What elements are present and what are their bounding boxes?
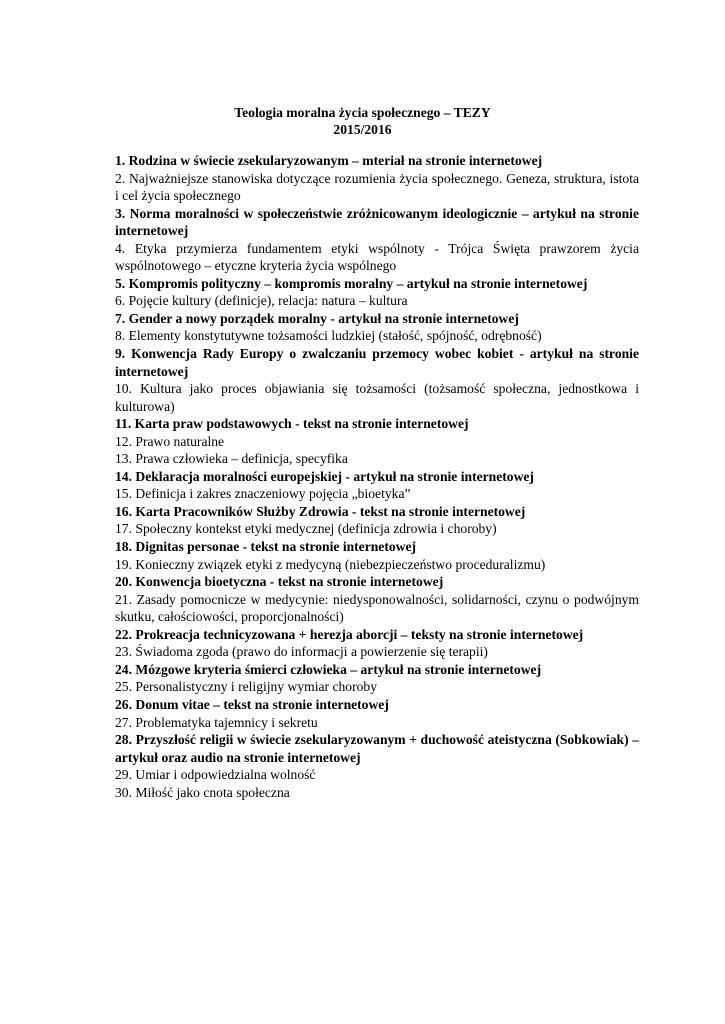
thesis-item-26: 26. Donum vitae – tekst na stronie internetowej bbox=[115, 696, 389, 712]
thesis-item-28: 28. Przyszłość religii w świecie zsekularyzowanym + duchowość ateistyczna (Sobkowiak) – artykuł oraz audio na stronie internetowej bbox=[115, 732, 639, 765]
thesis-item-12: 12. Prawo naturalne bbox=[115, 433, 225, 449]
thesis-item-4: 4. Etyka przymierza fundamentem etyki wspólnoty - Trójca Święta prawzorem życia wspólnotowego – etyczne kryteria życia wspólnego bbox=[115, 240, 639, 274]
thesis-item-22: 22. Prokreacja technicyzowana + herezja aborcji – teksty na stronie internetowej bbox=[115, 626, 584, 642]
academic-year: 2015/2016 bbox=[333, 122, 392, 137]
thesis-item-15: 15. Definicja i zakres znaczeniowy pojęcia „bioetyka” bbox=[115, 486, 411, 502]
thesis-item-16: 16. Karta Pracowników Służby Zdrowia - tekst na stronie internetowej bbox=[115, 503, 526, 519]
document-title: Teologia moralna życia społecznego – TEZY bbox=[234, 105, 491, 120]
thesis-item-27: 27. Problematyka tajemnicy i sekretu bbox=[115, 714, 318, 730]
thesis-item-25: 25. Personalistyczny i religijny wymiar choroby bbox=[115, 679, 378, 695]
thesis-item-14: 14. Deklaracja moralności europejskiej - artykuł na stronie internetowej bbox=[115, 468, 534, 484]
thesis-item-9: 9. Konwencja Rady Europy o zwalczaniu przemocy wobec kobiet - artykuł na stronie internetowej bbox=[115, 346, 639, 379]
thesis-item-2: 2. Najważniejsze stanowiska dotyczące rozumienia życia społecznego. Geneza, struktura, istota i cel życia społecznego bbox=[115, 170, 639, 204]
thesis-item-7: 7. Gender a nowy porządek moralny - artykuł na stronie internetowej bbox=[115, 310, 519, 326]
thesis-item-17: 17. Społeczny kontekst etyki medycznej (definicja zdrowia i choroby) bbox=[115, 521, 497, 537]
thesis-item-13: 13. Prawa człowieka – definicja, specyfika bbox=[115, 451, 348, 467]
thesis-item-10: 10. Kultura jako proces objawiania się tożsamości (tożsamość społeczna, jednostkowa i kulturowa) bbox=[115, 381, 639, 414]
thesis-list bbox=[115, 152, 639, 801]
thesis-item-5: 5. Kompromis polityczny – kompromis moralny – artykuł na stronie internetowej bbox=[115, 275, 588, 291]
thesis-item-21: 21. Zasady pomocnicze w medycynie: niedysponowalności, solidarności, czynu o podwójnym skutku, całościowości, proporcjonalności) bbox=[115, 591, 639, 625]
thesis-item-8: 8. Elementy konstytutywne tożsamości ludzkiej (stałość, spójność, odrębność) bbox=[115, 328, 542, 344]
thesis-item-1: 1. Rodzina w świecie zsekularyzowanym – mteriał na stronie internetowej bbox=[115, 153, 543, 168]
thesis-item-24: 24. Mózgowe kryteria śmierci człowieka – artykuł na stronie internetowej bbox=[115, 661, 542, 677]
thesis-item-29: 29. Umiar i odpowiedzialna wolność bbox=[115, 767, 316, 783]
document-header bbox=[0, 104, 725, 138]
thesis-item-23: 23. Świadoma zgoda (prawo do informacji a powierzenie się terapii) bbox=[115, 644, 488, 660]
thesis-item-20: 20. Konwencja bioetyczna - tekst na stronie internetowej bbox=[115, 574, 444, 590]
thesis-item-6: 6. Pojęcie kultury (definicje), relacja: natura – kultura bbox=[115, 293, 408, 309]
thesis-item-30: 30. Miłość jako cnota społeczna bbox=[115, 784, 290, 800]
thesis-item-11: 11. Karta praw podstawowych - tekst na stronie internetowej bbox=[115, 416, 469, 432]
thesis-item-19: 19. Konieczny związek etyki z medycyną (niebezpieczeństwo proceduralizmu) bbox=[115, 556, 546, 572]
thesis-item-3: 3. Norma moralności w społeczeństwie zróżnicowanym ideologicznie – artykuł na stronie internetowej bbox=[115, 205, 639, 239]
thesis-item-18: 18. Dignitas personae - tekst na stronie internetowej bbox=[115, 539, 417, 555]
